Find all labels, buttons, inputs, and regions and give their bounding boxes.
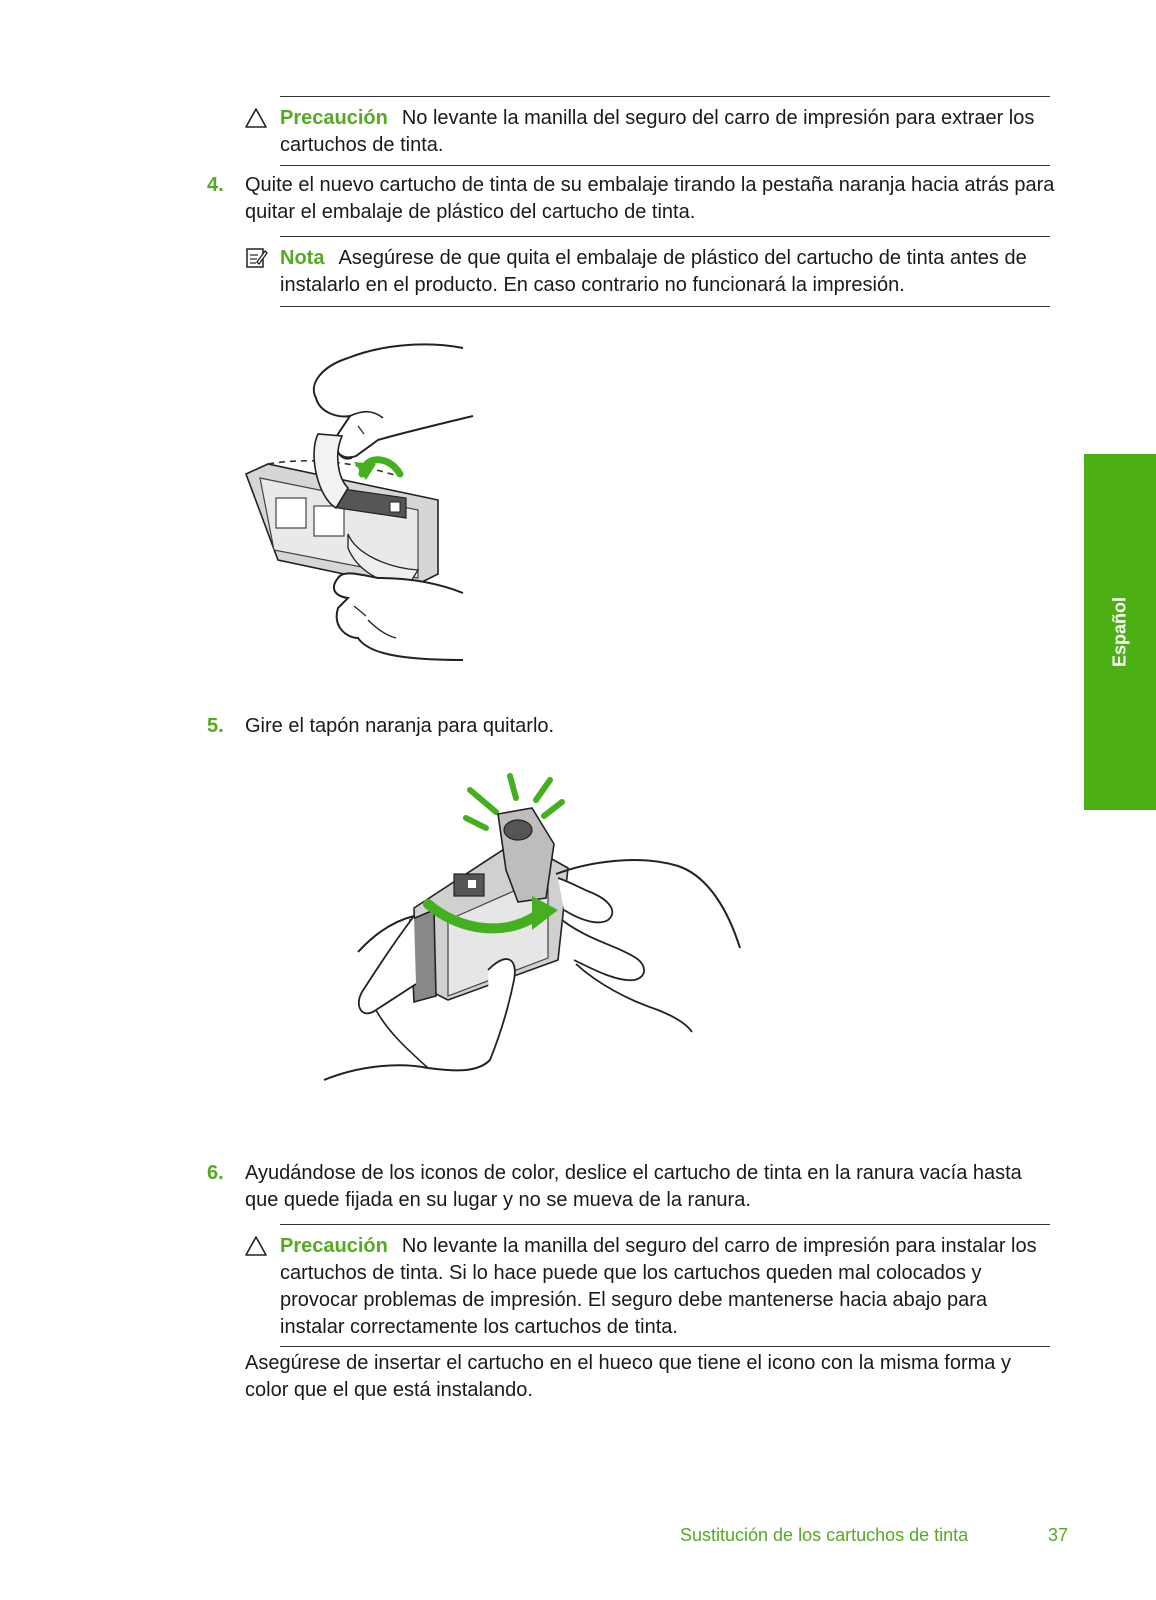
closing-paragraph: Asegúrese de insertar el cartucho en el hueco que tiene el icono con la misma forma y color que el que está instalando.	[245, 1352, 1011, 1401]
caution1-text: No levante la manilla del seguro del carro de impresión para extraer los cartuchos de tinta.	[280, 107, 1035, 156]
language-side-tab-label: Español	[1109, 596, 1130, 668]
caution-triangle-icon	[244, 107, 268, 129]
language-side-tab	[1084, 454, 1156, 810]
remove-packaging-illustration	[238, 338, 488, 668]
caution2-text: No levante la manilla del seguro del carro de impresión para instalar los cartuchos de tinta. Si lo hace puede que los cartuchos queden mal colocados y provocar problemas de impresión. El seguro debe mantenerse hacia abajo para instalar correctamente los cartuchos de tinta.	[280, 1235, 1037, 1338]
caution2-block	[280, 1233, 1052, 1341]
note-pad-icon	[244, 246, 268, 270]
step5-text: Gire el tapón naranja para quitarlo.	[245, 715, 555, 737]
note-block	[280, 245, 1052, 299]
caution2-bottom-rule	[280, 1346, 1050, 1347]
step4-text: Quite el nuevo cartucho de tinta de su embalaje tirando la pestaña naranja hacia atrás para quitar el embalaje de plástico del cartucho de tinta.	[245, 174, 1055, 223]
footer-page-number: 37	[1048, 1525, 1069, 1545]
step6-number: 6.	[207, 1162, 224, 1184]
caution1-block	[280, 105, 1052, 159]
caution1-bottom-rule	[280, 165, 1050, 166]
note-bottom-rule	[280, 306, 1050, 307]
twist-cap-illustration	[318, 770, 748, 1090]
caution1-top-rule	[280, 96, 1050, 97]
step6-text: Ayudándose de los iconos de color, deslice el cartucho de tinta en la ranura vacía hasta que quede fijada en su lugar y no se mueva de la ranura.	[245, 1162, 1022, 1211]
caution2-label: Precaución	[280, 1235, 388, 1257]
note-label: Nota	[280, 247, 325, 269]
step4-number: 4.	[207, 174, 224, 196]
caution-triangle-icon	[244, 1235, 268, 1257]
step5-number: 5.	[207, 715, 224, 737]
footer-section-title: Sustitución de los cartuchos de tinta	[680, 1525, 969, 1545]
caution1-label: Precaución	[280, 107, 388, 129]
note-text: Asegúrese de que quita el embalaje de plástico del cartucho de tinta antes de instalarlo en el producto. En caso contrario no funcionará la impresión.	[280, 247, 1027, 296]
note-top-rule	[280, 236, 1050, 237]
caution2-top-rule	[280, 1224, 1050, 1225]
